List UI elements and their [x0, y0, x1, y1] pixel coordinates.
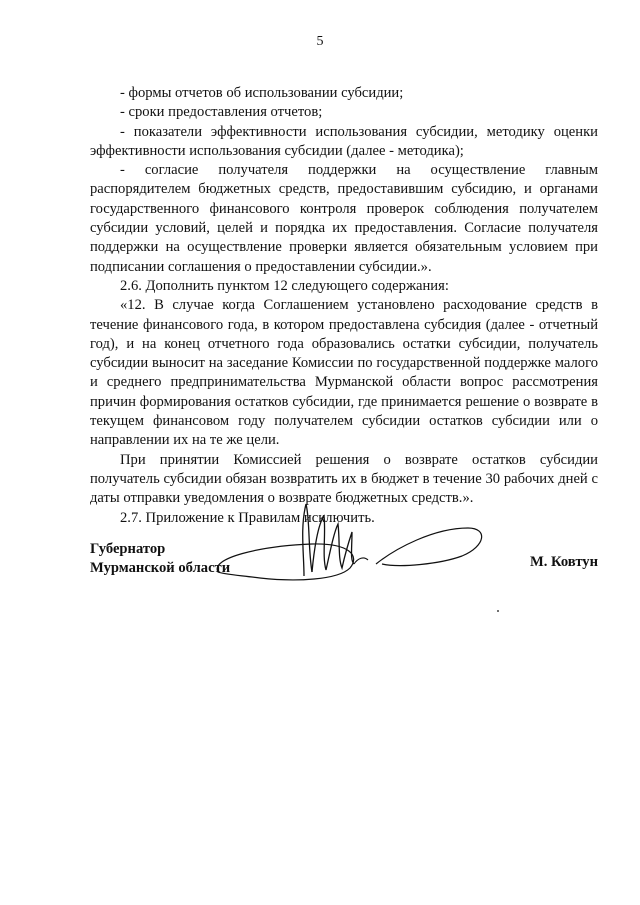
- signer-name: М. Ковтун: [529, 554, 598, 570]
- clause-12-text: «12. В случае когда Соглашением установлено расходование средств в течение финансового года, в котором предоставлена субсидия (далее - отчетный год), и на конец отчетного года образовались остатки субсидии, получатель субсидии выносит на заседание Комиссии по государственной поддержке малого и среднего предпринимательства Мурманской области вопрос рассмотрения причин формирования остатков субсидии, где принимается решение о возврате в текущем финансовом году получателем субсидии остатков субсидии или о направлении их на те же цели.: [90, 297, 598, 449]
- page-number: 5: [316, 34, 324, 49]
- signer-title-line1: Губернатор: [90, 541, 166, 557]
- list-item-report-forms: - формы отчетов об использовании субсидии;: [120, 85, 404, 101]
- handwritten-signature: [200, 498, 490, 588]
- clause-2-6: 2.6. Дополнить пунктом 12 следующего содержания:: [120, 277, 449, 294]
- clause-12-return: При принятии Комиссией решения о возврате остатков субсидии получатель субсидии обязан возвратить их в бюджет в течение 30 рабочих дней с даты отправки уведомления о возврате бюджетных средств.».: [90, 451, 598, 507]
- signer-title-line2: Мурманской области: [90, 560, 231, 576]
- list-item-report-deadlines: - сроки предоставления отчетов;: [120, 104, 323, 121]
- list-item-efficiency-indicators: - показатели эффективности использования субсидии, методику оценки эффективности использования субсидии (далее - методика);: [90, 123, 598, 159]
- clause-2-7: 2.7. Приложение к Правилам исключить.: [120, 509, 375, 526]
- scan-speck: [497, 610, 499, 612]
- list-item-consent: - согласие получателя поддержки на осуществление главным распорядителем бюджетных средств, предоставившим субсидию, и органами государственного финансового контроля проверок соблюдения получателем субсидии условий, целей и порядка их предоставления. Согласие получателя поддержки на осуществление проверки является обязательным условием при подписании соглашения о предоставлении субсидии.».: [90, 162, 598, 275]
- document-body: [90, 84, 598, 528]
